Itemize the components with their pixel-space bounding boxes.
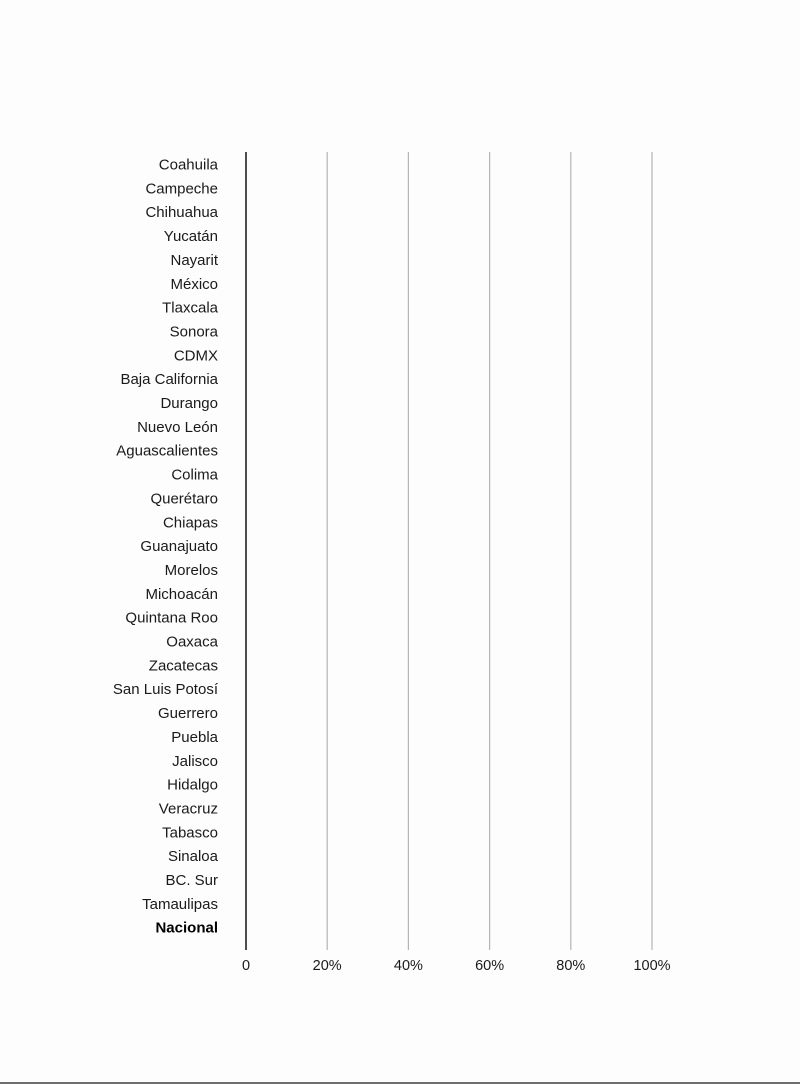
category-label: Quintana Roo [125, 609, 218, 627]
category-label: Chiapas [162, 514, 218, 532]
category-label: Baja California [120, 371, 218, 389]
category-label: Guerrero [157, 705, 218, 723]
category-label: Aguascalientes [116, 442, 218, 460]
category-label: Coahuila [158, 156, 218, 174]
category-label: Zacatecas [148, 657, 218, 675]
category-label: Jalisco [172, 752, 218, 770]
category-label: BC. Sur [165, 872, 218, 889]
x-tick-label: 40% [393, 958, 423, 974]
category-label: Sonora [169, 323, 218, 341]
category-label: Colima [171, 466, 218, 484]
category-label: Campeche [145, 180, 218, 198]
x-tick-label: 80% [556, 958, 586, 974]
category-label: Chihuahua [145, 204, 218, 222]
x-tick-label: 0 [241, 958, 251, 974]
category-label: Nayarit [170, 251, 218, 269]
x-tick-label: 20% [312, 958, 342, 974]
category-label: CDMX [173, 347, 218, 365]
x-tick-label: 60% [475, 958, 505, 974]
category-label: Tabasco [162, 824, 218, 842]
category-label: Querétaro [150, 490, 218, 508]
category-label: México [170, 275, 218, 293]
category-label: Sinaloa [167, 848, 218, 866]
category-label: Durango [160, 395, 218, 412]
category-label: Morelos [164, 561, 218, 579]
category-label: Tamaulipas [142, 895, 218, 913]
category-labels [113, 157, 219, 937]
gridlines [327, 152, 652, 950]
category-label: Michoacán [145, 585, 218, 603]
category-label: Nuevo León [137, 418, 218, 436]
x-tick-label: 100% [633, 958, 671, 974]
x-axis-ticks [242, 958, 671, 974]
category-label: Hidalgo [167, 776, 218, 794]
category-label: Puebla [171, 728, 218, 746]
category-label: Guanajuato [140, 538, 218, 556]
category-label-national: Nacional [155, 919, 218, 937]
category-label: Tlaxcala [162, 299, 218, 317]
category-label: San Luis Potosí [112, 681, 218, 699]
category-label: Oaxaca [166, 633, 218, 651]
category-label: Veracruz [158, 800, 218, 818]
category-label: Yucatán [163, 228, 218, 246]
